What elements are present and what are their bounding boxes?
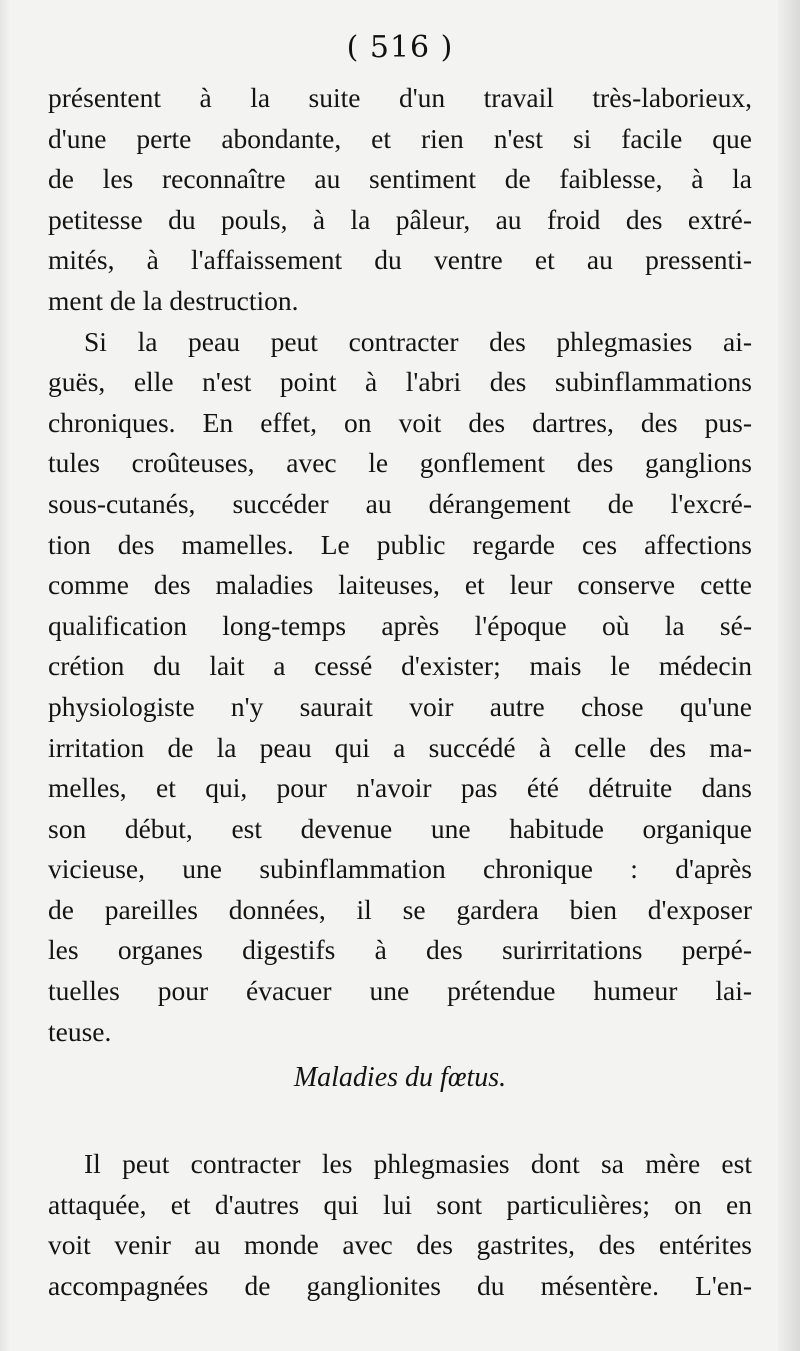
text-line: présentent à la suite d'un travail très-laborieux, [48,82,752,113]
text-line: attaquée, et d'autres qui lui sont particulières; on en [48,1188,752,1220]
body-text-continued [48,1144,752,1306]
text-line: de pareilles données, il se gardera bien d'exposer [48,893,752,925]
text-line: ment de la destruction. [48,284,299,316]
text-line: irritation de la peau qui a succédé à celle des ma- [48,731,752,763]
text-line: guës, elle n'est point à l'abri des subinflammations [48,366,752,398]
text-line: tion des mamelles. Le public regarde ces affections [48,528,752,560]
text-line: vicieuse, une subinflammation chronique : d'après [48,853,752,885]
text-line: les organes digestifs à des surirritations perpé- [48,934,752,966]
body-text [48,78,752,1052]
text-line: teuse. [48,1015,112,1047]
text-line: sous-cutanés, succéder au dérangement de l'excré- [48,487,752,519]
text-line: comme des maladies laiteuses, et leur conserve cette [48,569,752,601]
page-number: ( 516 ) [346,30,454,65]
text-line: son début, est devenue une habitude organique [48,812,752,844]
text-line: voit venir au monde avec des gastrites, des entérites [48,1229,752,1261]
text-line: melles, et qui, pour n'avoir pas été détruite dans [48,772,752,804]
text-line: petitesse du pouls, à la pâleur, au froid des extré- [48,203,752,235]
text-line: mités, à l'affaissement du ventre et au pressenti- [48,244,752,276]
text-line: chroniques. En effet, on voit des dartres, des pus- [48,406,752,438]
text-line: de les reconnaître au sentiment de faiblesse, à la [48,163,752,195]
text-line: d'une perte abondante, et rien n'est si facile que [48,122,752,154]
page-left-shadow [0,0,10,1351]
text-line: tules croûteuses, avec le gonflement des ganglions [48,447,752,479]
text-line: physiologiste n'y saurait voir autre chose qu'une [48,690,752,722]
text-line: Si la peau peut contracter des phlegmasies ai- [84,325,752,357]
section-heading: Maladies du fœtus. [293,1062,507,1093]
text-line: Il peut contracter les phlegmasies dont sa mère est [84,1148,752,1179]
text-line: crétion du lait a cessé d'exister; mais le médecin [48,650,752,682]
text-line: accompagnées de ganglionites du mésentère. L'en- [48,1269,752,1301]
page-right-shadow [778,0,800,1351]
text-line: tuelles pour évacuer une prétendue humeur lai- [48,975,752,1007]
text-line: qualification long-temps après l'époque où la sé- [48,609,752,641]
